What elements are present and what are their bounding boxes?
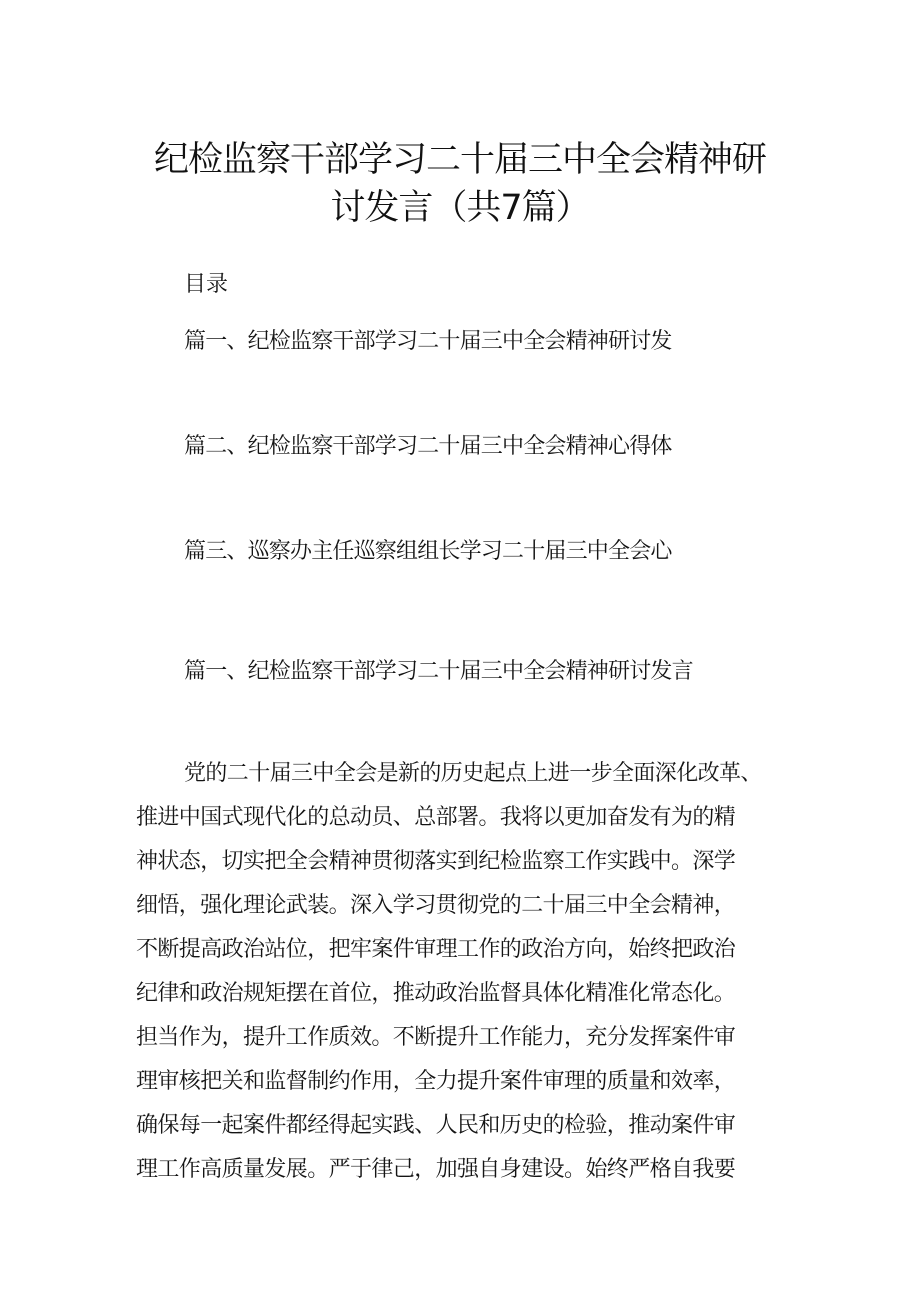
section-heading: 篇一、纪检监察干部学习二十届三中全会精神研讨发言 (184, 659, 693, 684)
toc-item-1: 篇一、纪检监察干部学习二十届三中全会精神研讨发 (184, 329, 672, 354)
body-paragraph-line: 神状态，切实把全会精神贯彻落实到纪检监察工作实践中。深学 (136, 849, 736, 874)
body-paragraph-line: 理审核把关和监督制约作用，全力提升案件审理的质量和效率， (136, 1069, 736, 1094)
body-paragraph-line: 纪律和政治规矩摆在首位，推动政治监督具体化精准化常态化。 (136, 981, 736, 1006)
document-title-line-2: 讨发言（共7篇） (330, 188, 590, 228)
body-paragraph-line: 理工作高质量发展。严于律己，加强自身建设。始终严格自我要 (136, 1157, 736, 1182)
body-paragraph-line: 细悟，强化理论武装。深入学习贯彻党的二十届三中全会精神， (136, 893, 736, 918)
body-paragraph-line: 党的二十届三中全会是新的历史起点上进一步全面深化改革、 (184, 761, 762, 786)
toc-heading: 目录 (184, 272, 229, 297)
toc-item-3: 篇三、巡察办主任巡察组组长学习二十届三中全会心 (184, 539, 672, 564)
body-paragraph-line: 推进中国式现代化的总动员、总部署。我将以更加奋发有为的精 (136, 805, 736, 830)
document-title-line-1: 纪检监察干部学习二十届三中全会精神研 (153, 140, 766, 180)
body-paragraph-line: 担当作为，提升工作质效。不断提升工作能力，充分发挥案件审 (136, 1025, 736, 1050)
body-paragraph-line: 确保每一起案件都经得起实践、人民和历史的检验，推动案件审 (136, 1113, 736, 1138)
body-paragraph-line: 不断提高政治站位，把牢案件审理工作的政治方向，始终把政治 (136, 937, 736, 962)
toc-item-2: 篇二、纪检监察干部学习二十届三中全会精神心得体 (184, 434, 672, 459)
